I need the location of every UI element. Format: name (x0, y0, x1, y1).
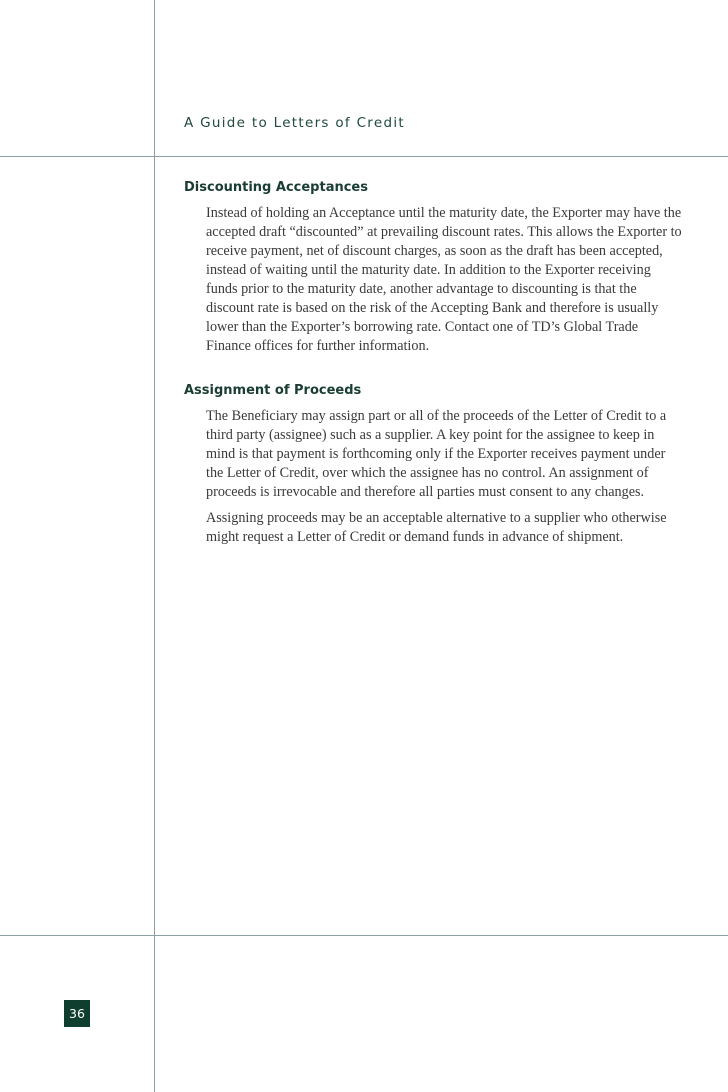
margin-rule-vertical (154, 0, 155, 1092)
paragraph: The Beneficiary may assign part or all of the proceeds of the Letter of Credit to a third party (assignee) such as a supplier. A key point for the assignee to keep in mind is that payment is forthcoming only if the Exporter receives payment under the Letter of Credit, over which the assignee has no control. An assignment of proceeds is irrevocable and therefore all parties must consent to any changes. (206, 408, 667, 500)
running-header: A Guide to Letters of Credit (184, 115, 405, 131)
paragraph: Assigning proceeds may be an acceptable alternative to a supplier who otherwise might request a Letter of Credit or demand funds in advance of shipment. (206, 510, 667, 545)
section-heading: Discounting Acceptances (184, 180, 368, 195)
section-assignment-of-proceeds (184, 383, 684, 547)
page-content (184, 180, 684, 574)
paragraph: Instead of holding an Acceptance until the maturity date, the Exporter may have the accepted draft “discounted” at prevailing discount rates. This allows the Exporter to receive payment, net of discount charges, as soon as the draft has been accepted, instead of waiting until the maturity date. In addition to the Exporter receiving funds prior to the maturity date, another advantage to discounting is that the discount rate is based on the risk of the Accepting Bank and therefore is usually lower than the Exporter’s borrowing rate. Contact one of TD’s Global Trade Finance offices for further information. (206, 205, 682, 354)
page-number-badge: 36 (64, 1000, 90, 1027)
header-rule (0, 156, 728, 157)
section-heading: Assignment of Proceeds (184, 383, 362, 398)
footer-rule (0, 935, 728, 936)
section-discounting-acceptances (184, 180, 684, 356)
